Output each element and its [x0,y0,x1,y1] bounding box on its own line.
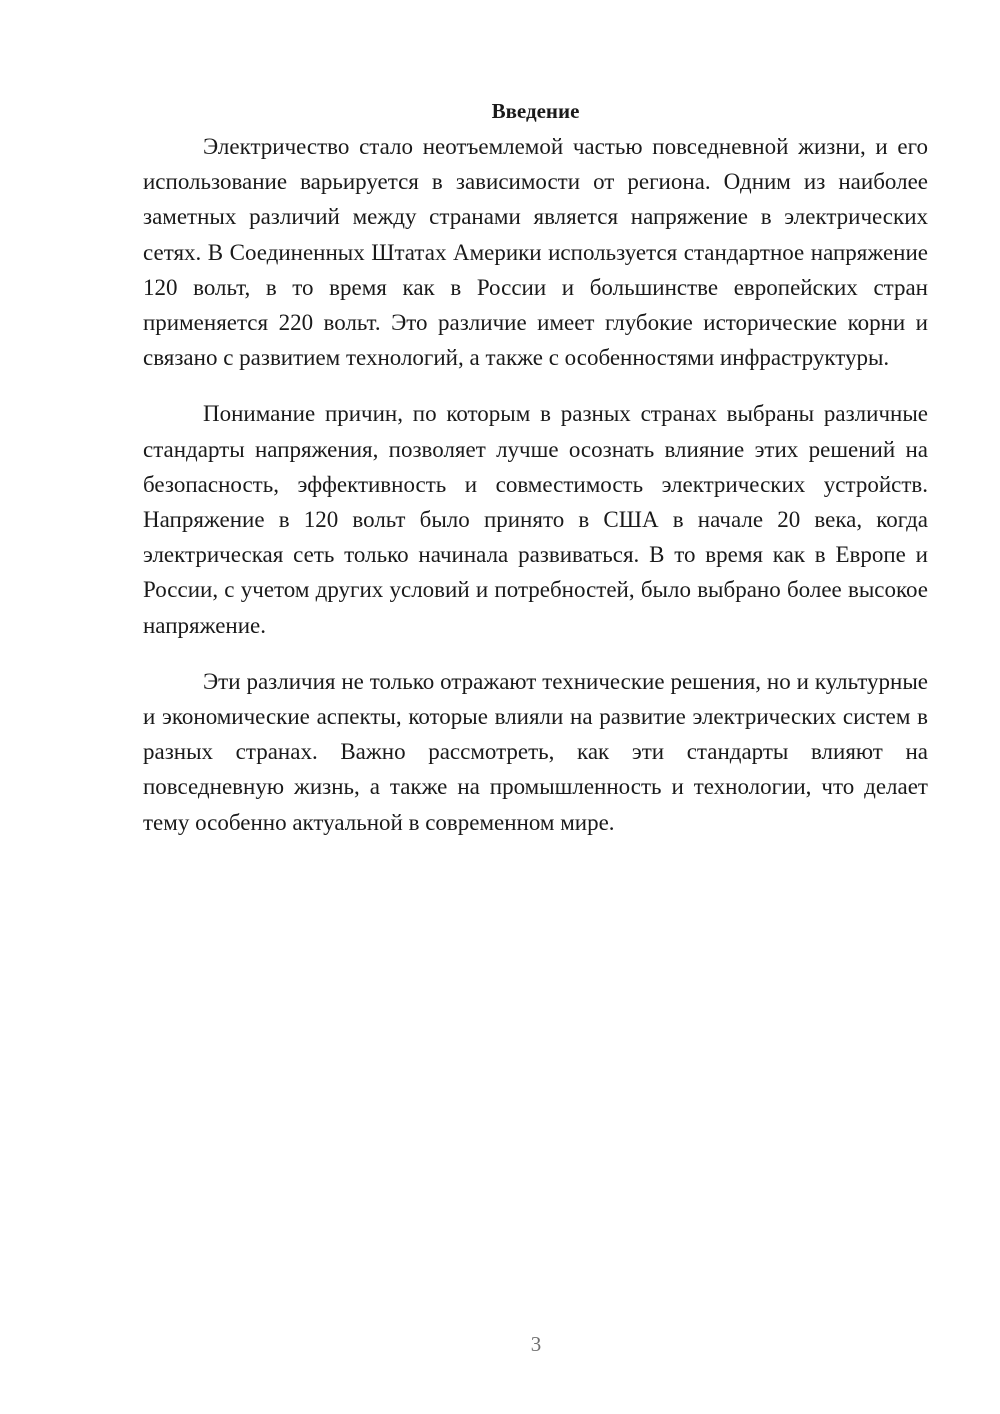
section-heading: Введение [491,99,580,123]
paragraph-3: Эти различия не только отражают технические решения, но и культурные и экономические аспекты, которые влияли на развитие электрических систем в разных странах. Важно рассмотреть, как эти стандарты влияют на повседневную жизнь, а также на промышленность и технологии, что делает тему особенно актуальной в современном мире. [143,668,928,835]
paragraph-2: Понимание причин, по которым в разных странах выбраны различные стандарты напряжения, позволяет лучше осознать влияние этих решений на безопасность, эффективность и совместимость электрических устройств. Напряжение в 120 вольт было принято в США в начале 20 века, когда электрическая сеть только начинала развиваться. В то время как в Европе и России, с учетом других условий и потребностей, было выбрано более высокое напряжение. [143,401,928,638]
page-number: 3 [530,1332,542,1356]
page-body [143,93,928,840]
paragraph-1: Электричество стало неотъемлемой частью повседневной жизни, и его использование варьируется в зависимости от региона. Одним из наиболее заметных различий между странами является напряжение в электрических сетях. В Соединенных Штатах Америки используется стандартное напряжение 120 вольт, в то время как в России и большинстве европейских стран применяется 220 вольт. Это различие имеет глубокие исторические корни и связано с развитием технологий, а также с особенностями инфраструктуры. [143,134,928,371]
